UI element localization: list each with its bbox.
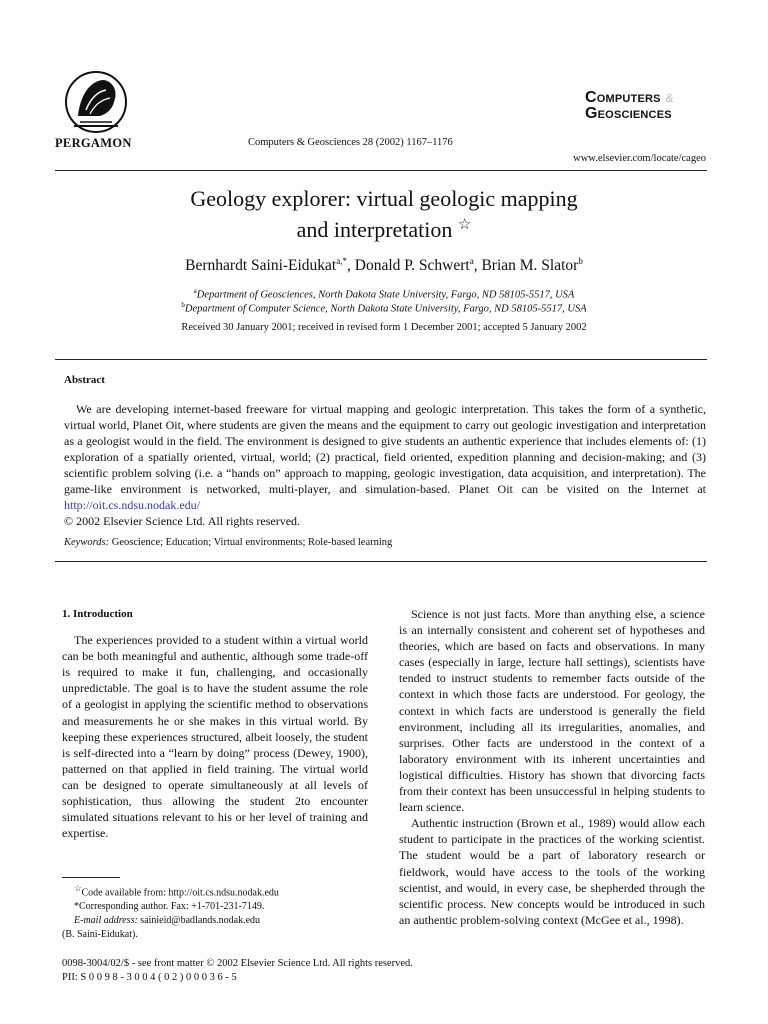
- journal-citation: Computers & Geosciences 28 (2002) 1167–1176: [248, 137, 453, 148]
- title-line-1: Geology explorer: virtual geologic mapping: [190, 186, 578, 211]
- front-matter-line: 0098-3004/02/$ - see front matter © 2002 Elsevier Science Ltd. All rights reserved.: [62, 958, 413, 969]
- keywords-label: Keywords:: [64, 537, 110, 548]
- footnote-star-icon: ☆: [74, 884, 82, 893]
- header-divider: [55, 170, 707, 171]
- intro-paragraph-1: The experiences provided to a student within a virtual world can be both meaningful and authentic, although some trade-off is required to make it fun, challenging, and occasionally unpredictable. The goal is to have the student assume the role of a geologist in applying the scientific method to observations and measurements he or she makes in this virtual world. By keeping these experiences structured, albeit loosely, the student is self-directed into a “learn by doing” process (Dewey, 1900), patterned on that applied in field training. The virtual world can be designed to operate simultaneously at all levels of sophistication, thus allowing the student 2to encounter simulated situations relevant to his or her level of training and expertise.: [62, 633, 368, 841]
- pergamon-logo-icon: [60, 66, 132, 136]
- affiliation-a: [0, 287, 768, 301]
- footnote-corresponding: *Corresponding author. Fax: +1-701-231-7149.: [74, 901, 265, 913]
- planet-oit-link[interactable]: http://oit.cs.ndsu.nodak.edu/: [64, 498, 200, 512]
- author-2-affil: a: [469, 256, 474, 266]
- affiliation-b: [0, 301, 768, 315]
- author-3-affil: b: [578, 256, 583, 266]
- journal-url[interactable]: www.elsevier.com/locate/cageo: [573, 153, 706, 164]
- brand-line-1: Computers: [585, 89, 661, 106]
- footnote-code: Code available from: http://oit.cs.ndsu.nodak.edu: [81, 887, 279, 899]
- abstract-top-divider: [55, 359, 707, 360]
- footnotes: [62, 882, 368, 942]
- left-column: [62, 606, 368, 841]
- pii-line: PII: S 0 0 9 8 - 3 0 0 4 ( 0 2 ) 0 0 0 3 6 - 5: [62, 972, 237, 983]
- section-heading-introduction: 1. Introduction: [62, 608, 133, 620]
- footnote-email[interactable]: sainieid@badlands.nodak.edu: [140, 915, 261, 927]
- article-title: [0, 186, 768, 243]
- footnote-email-owner: (B. Saini-Eidukat).: [62, 929, 138, 941]
- right-column: [399, 606, 705, 928]
- author-separator: ,: [473, 257, 482, 275]
- affiliation-a-text: Department of Geosciences, North Dakota State University, Fargo, ND 58105-5517, USA: [196, 289, 575, 301]
- intro-paragraph-2: Science is not just facts. More than anything else, a science is an internally consistent and coherent set of hypotheses and theories, which are based on facts and observations. In many cases (especially in large, lecture hall settings), scientists have tended to instruct students to remember facts outside of the context in which those facts are understood. For geology, the context in which facts are understood is generally the field environment, including all its irregularities, anomalies, and surprises. Other facts are understood in the context of a laboratory environment with its inherent uncertainties and logistical difficulties. History has shown that divorcing facts from their context has been unsuccessful in helping students to learn science.: [399, 607, 705, 815]
- author-1-affil: a,*: [336, 256, 347, 266]
- intro-paragraph-3: Authentic instruction (Brown et al., 1989) would allow each student to participate in the practices of the working scientist. The student would be a part of laboratory research or fieldwork, would have access to the tools of the working scientist, and would, in every case, be shepherded through the scientific process. New concepts would be introduced in such an authentic problem-solving context (McGee et al., 1998).: [399, 816, 705, 927]
- front-matter: [62, 957, 413, 985]
- author-2: Donald P. Schwert: [354, 257, 470, 275]
- abstract-copyright: © 2002 Elsevier Science Ltd. All rights reserved.: [64, 514, 301, 528]
- affiliation-b-text: Department of Computer Science, North Dakota State University, Fargo, ND 58105-5517, USA: [184, 303, 587, 315]
- keywords-text: Geoscience; Education; Virtual environments; Role-based learning: [111, 537, 393, 548]
- title-line-2: and interpretation: [296, 217, 453, 242]
- brand-ampersand: &: [665, 91, 674, 105]
- author-separator: ,: [347, 257, 355, 275]
- abstract-text: We are developing internet-based freeware for virtual mapping and geologic interpretation. This takes the form of a synthetic, virtual world, Planet Oit, where students are given the means and the equipment to carry out geologic investigation and interpretation as a geologist would in the field. The environment is designed to give students an authentic experience that includes elements of: (1) exploration of a spatially oriented, virtual, world; (2) practical, field oriented, expedition planning and decision-making; and (3) scientific problem solving (i.e. a “hands on” approach to mapping, geologic investigation, data acquisition, and interpretation). The game-like environment is networked, multi-player, and simulation-based. Planet Oit can be visited on the Internet at: [64, 402, 706, 496]
- affiliation-a-marker: a: [193, 287, 197, 295]
- abstract-bottom-divider: [55, 561, 707, 562]
- publisher-name: PERGAMON: [55, 136, 132, 150]
- affiliation-b-marker: b: [181, 301, 185, 309]
- keywords: [64, 537, 392, 548]
- abstract-body: [64, 401, 706, 529]
- footnote-divider: [62, 877, 120, 878]
- brand-line-2: Geosciences: [585, 105, 672, 122]
- journal-brand: [585, 90, 674, 122]
- title-footnote-star-icon[interactable]: ☆: [457, 217, 472, 233]
- author-list: [0, 256, 768, 275]
- author-3: Brian M. Slator: [481, 257, 579, 275]
- abstract-heading: Abstract: [64, 374, 105, 386]
- received-dates: Received 30 January 2001; received in revised form 1 December 2001; accepted 5 January 2002: [181, 322, 587, 333]
- footnote-email-label: E-mail address:: [74, 915, 138, 927]
- author-1: Bernhardt Saini-Eidukat: [185, 257, 337, 275]
